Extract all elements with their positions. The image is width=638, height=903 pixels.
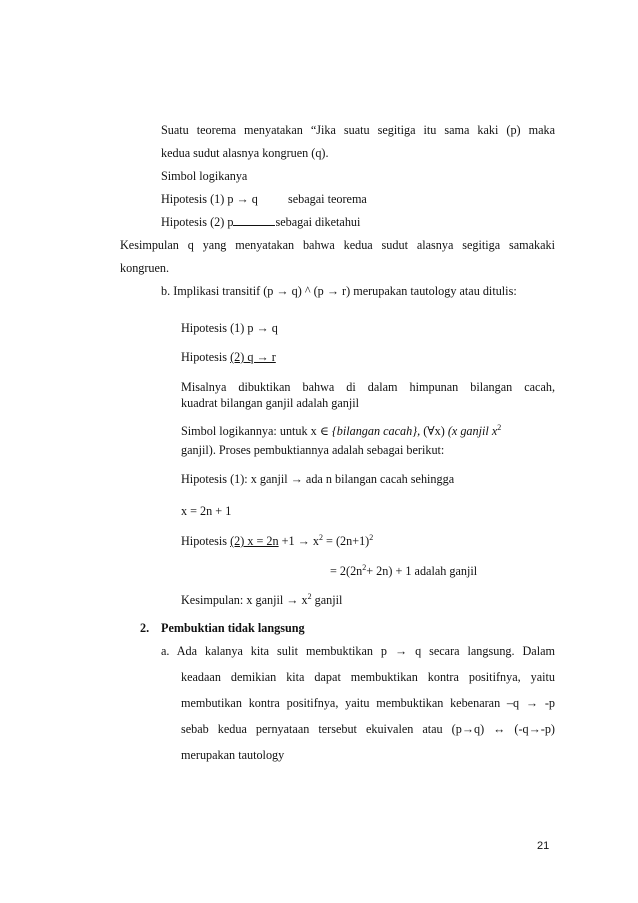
text-span: ganjil (311, 593, 343, 607)
text-line: a. Ada kalanya kita sulit membuktikan p → q secara langsung. Dalam (161, 644, 555, 658)
text-span: +1 → x (278, 534, 319, 548)
text-line: b. Implikasi transitif (p → q) ^ (p → r) merupakan tautology atau ditulis: (161, 284, 517, 298)
text-line: Hipotesis (1) p → q (161, 192, 258, 206)
superscript: 2 (369, 533, 374, 542)
text-line: ganjil). Proses pembuktiannya adalah sebagai berikut: (181, 443, 445, 457)
text-span: {bilangan cacah}, (331, 424, 421, 438)
text-span: (x ganjil x (447, 424, 498, 438)
section-heading: Pembuktian tidak langsung (161, 621, 305, 635)
text-line: Hipotesis (1) p → q (181, 321, 278, 335)
text-line: kedua sudut alasnya kongruen (q). (161, 146, 329, 160)
text-line (181, 534, 373, 549)
text-span: Hipotesis (2) p (161, 215, 234, 229)
text-line: kongruen. (120, 261, 170, 275)
text-line: merupakan tautology (181, 748, 285, 762)
text-line (181, 424, 555, 439)
text-span: Hipotesis (181, 534, 231, 548)
superscript: 2 (307, 592, 312, 601)
text-line (161, 215, 360, 230)
page-number: 21 (537, 840, 550, 852)
text-line: Misalnya dibuktikan bahwa di dalam himpunan bilangan cacah, (181, 380, 555, 394)
text-line: membutikan kontra positifnya, yaitu membuktikan kebenaran –q → -p (181, 696, 555, 710)
text-span: (∀x) (420, 424, 448, 438)
text-span: + 2n) + 1 adalah ganjil (366, 564, 478, 578)
text-span: Kesimpulan: x ganjil → x (181, 593, 308, 607)
text-line (330, 564, 477, 579)
superscript: 2 (362, 563, 367, 572)
text-line: sebab kedua pernyataan tersebut ekuivalen atau (p→q) ↔ (-q→-p) (181, 722, 555, 736)
text-line: keadaan demikian kita dapat membuktikan kontra positifnya, yaitu (181, 670, 555, 684)
text-span: sebagai diketahui (275, 215, 361, 229)
text-line: sebagai teorema (288, 192, 367, 206)
text-line: Simbol logikanya (161, 169, 248, 183)
fill-blank (233, 215, 275, 226)
text-line: x = 2n + 1 (181, 504, 232, 518)
superscript: 2 (319, 533, 323, 542)
text-span: (2) x = 2n (230, 534, 279, 548)
text-span: (2) q → r (230, 350, 276, 364)
text-span: = 2(2n (330, 564, 363, 578)
text-span: = (2n+1) (323, 534, 370, 548)
text-line: Hipotesis (1): x ganjil → ada n bilangan cacah sehingga (181, 472, 455, 486)
text-line: Kesimpulan q yang menyatakan bahwa kedua sudut alasnya segitiga samakaki (120, 238, 555, 252)
superscript: 2 (497, 423, 502, 432)
text-span: Simbol logikannya: untuk x ∈ (181, 424, 332, 438)
text-line: kuadrat bilangan ganjil adalah ganjil (181, 396, 360, 410)
text-line: Suatu teorema menyatakan “Jika suatu segitiga itu sama kaki (p) maka (161, 123, 555, 137)
text-line (181, 593, 342, 608)
text-line (181, 350, 276, 365)
text-span: Hipotesis (181, 350, 231, 364)
section-number: 2. (140, 621, 150, 635)
